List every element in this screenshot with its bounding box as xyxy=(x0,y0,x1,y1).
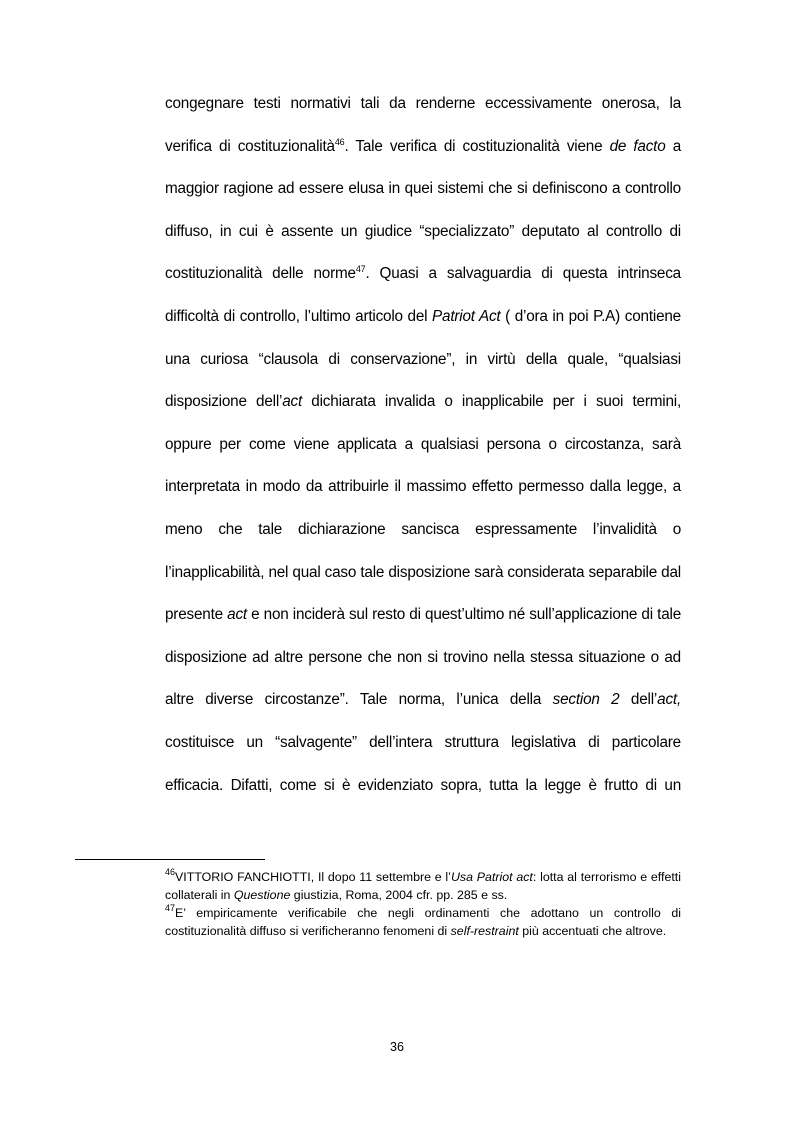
page-number: 36 xyxy=(390,1040,404,1054)
italic-segment: act, xyxy=(657,691,681,709)
main-text xyxy=(165,83,681,807)
footnote-47 xyxy=(165,904,681,940)
footnote-text: più accentuati che altrove. xyxy=(518,924,667,938)
footnote-text: VITTORIO FANCHIOTTI, Il dopo 11 settembre e l’ xyxy=(175,870,451,884)
text-segment: congegnare testi normativi tali da renderne eccessivamente onerosa, la verifica di costituzionalità xyxy=(165,95,681,155)
footnote-ref-47[interactable]: 47 xyxy=(355,264,366,275)
text-segment: costituisce un “salvagente” dell’intera struttura legislativa di particolare efficacia. Difatti, come si è evidenziato sopra, tutta la legge è frutto di un xyxy=(165,733,681,794)
main-paragraph xyxy=(165,83,681,807)
footnote-italic: Questione xyxy=(233,888,291,902)
italic-segment: section 2 xyxy=(552,691,620,709)
text-segment: e non inciderà sul resto di quest’ultimo né sull’applicazione di tale disposizione ad altre persone che non si trovino nella stessa situazione o ad altre diverse circostanze”. Tale norma, l’unica della xyxy=(165,606,682,709)
text-segment: ( d’ora in poi P.A) contiene una curiosa “clausola di conservazione”, in virtù della quale, “qualsiasi disposizione dell’ xyxy=(165,307,681,411)
italic-segment: act xyxy=(227,606,247,624)
text-segment: dichiarata invalida o inapplicabile per i suoi termini, oppure per come viene applicata a qualsiasi persona o circostanza, sarà interpretata in modo da attribuirle il massimo effetto permesso dalla legge, a meno che tale dichiarazione sancisca espressamente l’invalidità o l’inapplicabilità, nel qual caso tale disposizione sarà considerata separabile dal presente xyxy=(165,393,682,624)
footnote-text: E’ empiricamente verificabile che negli ordinamenti che adottano un controllo di costituzionalità diffuso si verificheranno fenomeni di xyxy=(165,906,681,938)
italic-segment: act xyxy=(282,393,303,411)
footnote-46 xyxy=(165,868,681,904)
footnote-number: 46 xyxy=(165,867,176,877)
text-segment: . Quasi a salvaguardia di questa intrinseca difficoltà di controllo, l’ultimo articolo del xyxy=(165,265,681,325)
footnote-italic: Usa Patriot act xyxy=(450,870,533,884)
footnote-text: giustizia, Roma, 2004 cfr. pp. 285 e ss. xyxy=(290,888,508,902)
text-segment: . Tale verifica di costituzionalità viene xyxy=(344,137,610,155)
italic-segment: Patriot Act xyxy=(432,307,501,325)
footnote-separator xyxy=(75,859,265,860)
italic-segment: de facto xyxy=(609,137,666,155)
footnote-ref-46[interactable]: 46 xyxy=(334,136,345,147)
footnotes xyxy=(165,868,681,940)
text-segment: a maggior ragione ad essere elusa in quei sistemi che si definiscono a controllo diffuso, in cui è assente un giudice “specializzato” deputato al controllo di costituzionalità delle norme xyxy=(165,137,682,283)
footnote-text: : lotta al terrorismo e effetti collaterali in xyxy=(165,870,681,902)
footnote-italic: self-restraint xyxy=(450,924,519,938)
footnote-number: 47 xyxy=(165,903,176,913)
text-segment: dell’ xyxy=(619,691,658,709)
